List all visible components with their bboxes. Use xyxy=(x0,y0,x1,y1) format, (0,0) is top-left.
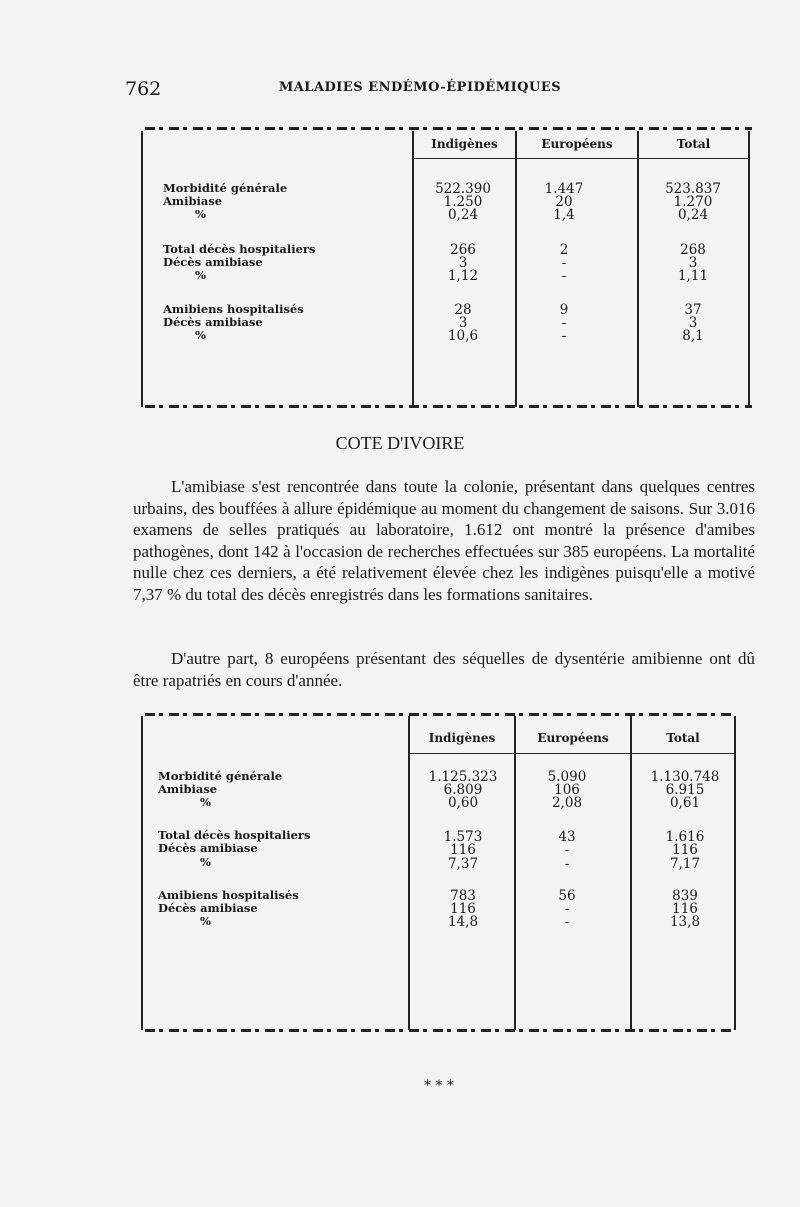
table-cell: 14,8 xyxy=(447,914,479,930)
column-header-total: Total xyxy=(666,731,700,745)
table-col-divider xyxy=(630,716,632,1030)
table-cell: 1.447 xyxy=(544,181,584,197)
table-cell: 523.837 xyxy=(665,181,721,197)
table-cell: 3 xyxy=(688,315,698,331)
running-title: MALADIES ENDÉMO-ÉPIDÉMIQUES xyxy=(278,80,562,95)
table-cell: - xyxy=(564,856,570,872)
table-cell: 28 xyxy=(454,302,472,318)
table-cell: 7,37 xyxy=(447,856,479,872)
table-cell: 783 xyxy=(450,888,476,904)
table-cell: 37 xyxy=(684,302,702,318)
table-cell: 1,12 xyxy=(447,268,479,284)
table-left-border xyxy=(141,131,143,407)
table-cell: 268 xyxy=(680,242,706,258)
table-cell: 1,4 xyxy=(553,207,575,223)
row-label: Morbidité générale xyxy=(158,769,283,783)
table-cell: 522.390 xyxy=(435,181,491,197)
row-label: Amibiase xyxy=(158,782,218,796)
table-cell: 9 xyxy=(559,302,569,318)
column-header-europeens: Européens xyxy=(537,731,609,745)
table-col-divider xyxy=(514,716,516,1030)
paragraph: D'autre part, 8 européens présentant des séquelles de dysentérie amibienne ont dû être rapatriés en cours d'année. xyxy=(133,649,755,690)
table-cell: 6.809 xyxy=(443,782,483,798)
column-header-indigenes: Indigènes xyxy=(428,731,496,745)
table-bottom-rule xyxy=(145,405,752,408)
table-cell: 116 xyxy=(450,842,476,858)
table-cell: 8,1 xyxy=(682,328,704,344)
table-cell: 116 xyxy=(672,901,698,917)
table-cell: 0,61 xyxy=(669,795,701,811)
table-cell: 1.250 xyxy=(443,194,483,210)
row-label: % xyxy=(200,795,211,809)
row-label: Total décès hospitaliers xyxy=(158,828,311,842)
table-cell: - xyxy=(561,328,567,344)
row-label: % xyxy=(195,207,206,221)
table-cell: 7,17 xyxy=(669,856,701,872)
page-number: 762 xyxy=(125,78,162,100)
table-cell: 106 xyxy=(554,782,580,798)
table-col-divider xyxy=(515,131,517,407)
table-cell: 0,24 xyxy=(677,207,709,223)
row-label: % xyxy=(200,914,211,928)
table-cell: 3 xyxy=(688,255,698,271)
table-cell: 1,11 xyxy=(677,268,709,284)
table-cell: 1.270 xyxy=(673,194,713,210)
table-cell: 266 xyxy=(450,242,476,258)
table-col-divider xyxy=(412,131,414,407)
table-cell: 2,08 xyxy=(551,795,583,811)
table-cell: 0,24 xyxy=(447,207,479,223)
table-col-divider xyxy=(637,131,639,407)
table-header-rule xyxy=(414,158,748,159)
table-cell: 20 xyxy=(555,194,573,210)
table-cell: 116 xyxy=(672,842,698,858)
column-header-europeens: Européens xyxy=(541,137,613,151)
table-cell: 6.915 xyxy=(665,782,705,798)
table-cell: 5.090 xyxy=(547,769,587,785)
table-cell: - xyxy=(561,315,567,331)
row-label: Décès amibiase xyxy=(158,841,258,855)
table-cell: 56 xyxy=(558,888,576,904)
row-label: Morbidité générale xyxy=(163,181,288,195)
table-right-border xyxy=(734,716,736,1030)
row-label: % xyxy=(200,855,211,869)
row-label: Amibiens hospitalisés xyxy=(163,302,304,316)
table-cell: 3 xyxy=(458,315,468,331)
table-cell: - xyxy=(564,914,570,930)
row-label: % xyxy=(195,268,206,282)
table-cell: 1.130.748 xyxy=(650,769,720,785)
row-label: % xyxy=(195,328,206,342)
row-label: Amibiase xyxy=(163,194,223,208)
table-cell: 116 xyxy=(450,901,476,917)
row-label: Décès amibiase xyxy=(163,255,263,269)
row-label: Amibiens hospitalisés xyxy=(158,888,299,902)
table-top-rule xyxy=(145,127,752,130)
table-cell: - xyxy=(561,268,567,284)
table-cell: 3 xyxy=(458,255,468,271)
table-cell: - xyxy=(564,901,570,917)
table-cell: 1.616 xyxy=(665,829,705,845)
table-bottom-rule xyxy=(145,1029,735,1032)
paragraph: L'amibiase s'est rencontrée dans toute la colonie, présentant dans quelques centres urbains, des bouffées à allure épidémique au moment du changement de saisons. Sur 3.016 examens de selles pratiqués au laboratoire, 1.612 ont montré la présence d'amibes pathogènes, dont 142 à l'occasion de recherches effectuées sur 385 européens. La mortalité nulle chez ces derniers, a été relativement élevée chez les indigènes puisqu'elle a motivé 7,37 % du total des décès enregistrés dans les formations sanitaires. xyxy=(133,477,755,604)
table-left-border xyxy=(141,716,143,1030)
table-cell: 10,6 xyxy=(447,328,479,344)
table-right-border xyxy=(748,131,750,407)
section-title: COTE D'IVOIRE xyxy=(335,433,465,453)
table-cell: 13,8 xyxy=(669,914,701,930)
table-cell: 1.573 xyxy=(443,829,483,845)
table-col-divider xyxy=(408,716,410,1030)
row-label: Décès amibiase xyxy=(158,901,258,915)
table-cell: 839 xyxy=(672,888,698,904)
table-cell: 2 xyxy=(559,242,569,258)
table-cell: 43 xyxy=(558,829,576,845)
table-top-rule xyxy=(145,713,735,716)
row-label: Total décès hospitaliers xyxy=(163,242,316,256)
table-header-rule xyxy=(410,753,734,754)
row-label: Décès amibiase xyxy=(163,315,263,329)
asterism: * * * xyxy=(424,1078,454,1094)
column-header-total: Total xyxy=(676,137,711,151)
table-cell: - xyxy=(564,842,570,858)
table-cell: 1.125.323 xyxy=(428,769,498,785)
table-cell: 0,60 xyxy=(447,795,479,811)
table-cell: - xyxy=(561,255,567,271)
column-header-indigenes: Indigènes xyxy=(431,137,498,151)
